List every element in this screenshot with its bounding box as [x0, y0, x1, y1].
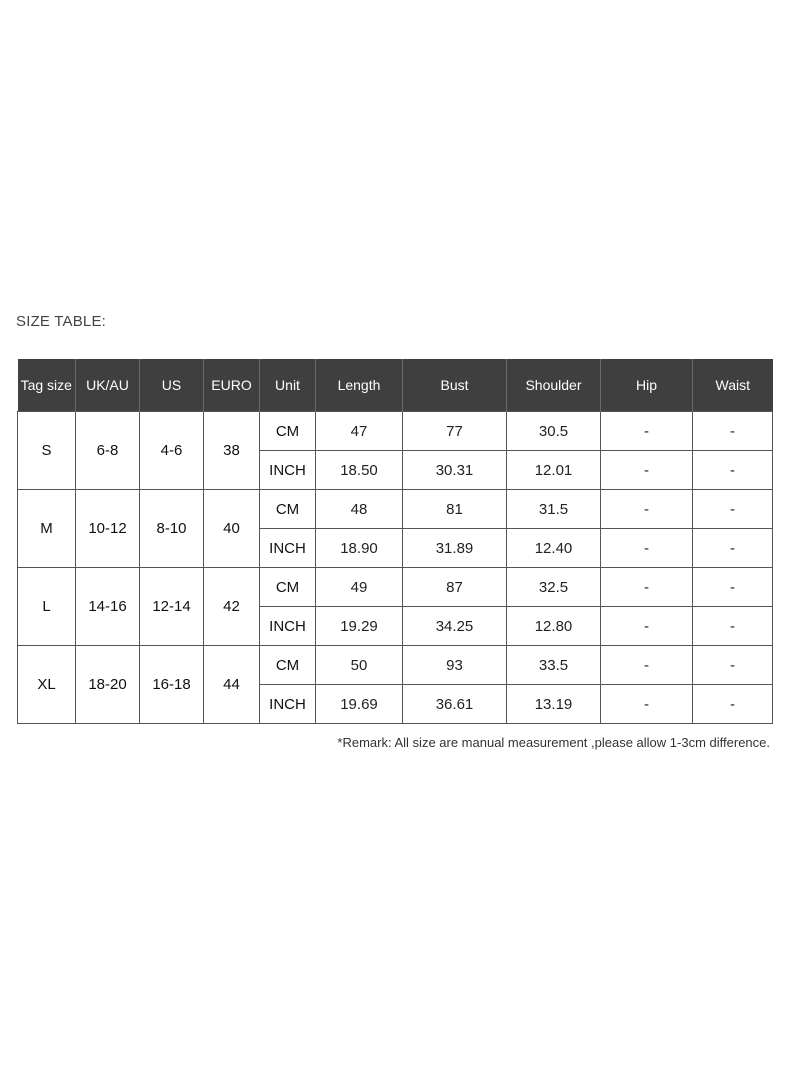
- header-tag-size: Tag size: [18, 359, 76, 412]
- length-cell: 19.29: [316, 607, 403, 646]
- uk-au-cell: 14-16: [76, 568, 140, 646]
- length-cell: 19.69: [316, 685, 403, 724]
- size-table: [17, 359, 773, 724]
- euro-cell: 40: [204, 490, 260, 568]
- waist-cell: -: [693, 451, 773, 490]
- euro-cell: 38: [204, 412, 260, 490]
- us-cell: 4-6: [140, 412, 204, 490]
- waist-cell: -: [693, 685, 773, 724]
- table-row: [18, 568, 773, 607]
- hip-cell: -: [601, 646, 693, 685]
- waist-cell: -: [693, 646, 773, 685]
- bust-cell: 34.25: [403, 607, 507, 646]
- length-cell: 18.90: [316, 529, 403, 568]
- unit-cell: INCH: [260, 685, 316, 724]
- remark-note: *Remark: All size are manual measurement ,please allow 1-3cm difference.: [337, 735, 770, 750]
- shoulder-cell: 33.5: [507, 646, 601, 685]
- waist-cell: -: [693, 412, 773, 451]
- hip-cell: -: [601, 529, 693, 568]
- uk-au-cell: 6-8: [76, 412, 140, 490]
- table-row: [18, 646, 773, 685]
- hip-cell: -: [601, 685, 693, 724]
- bust-cell: 77: [403, 412, 507, 451]
- table-row: [18, 490, 773, 529]
- header-uk-au: UK/AU: [76, 359, 140, 412]
- length-cell: 49: [316, 568, 403, 607]
- unit-cell: INCH: [260, 451, 316, 490]
- unit-cell: INCH: [260, 607, 316, 646]
- tag-size-cell: S: [18, 412, 76, 490]
- shoulder-cell: 12.80: [507, 607, 601, 646]
- length-cell: 48: [316, 490, 403, 529]
- shoulder-cell: 12.40: [507, 529, 601, 568]
- header-bust: Bust: [403, 359, 507, 412]
- uk-au-cell: 10-12: [76, 490, 140, 568]
- header-hip: Hip: [601, 359, 693, 412]
- table-body: [18, 412, 773, 724]
- euro-cell: 44: [204, 646, 260, 724]
- bust-cell: 81: [403, 490, 507, 529]
- header-unit: Unit: [260, 359, 316, 412]
- page-title: SIZE TABLE:: [16, 313, 107, 330]
- hip-cell: -: [601, 568, 693, 607]
- waist-cell: -: [693, 607, 773, 646]
- table-header-row: [18, 359, 773, 412]
- unit-cell: CM: [260, 412, 316, 451]
- shoulder-cell: 13.19: [507, 685, 601, 724]
- length-cell: 50: [316, 646, 403, 685]
- hip-cell: -: [601, 412, 693, 451]
- bust-cell: 31.89: [403, 529, 507, 568]
- unit-cell: CM: [260, 646, 316, 685]
- shoulder-cell: 32.5: [507, 568, 601, 607]
- shoulder-cell: 30.5: [507, 412, 601, 451]
- header-euro: EURO: [204, 359, 260, 412]
- hip-cell: -: [601, 607, 693, 646]
- header-us: US: [140, 359, 204, 412]
- uk-au-cell: 18-20: [76, 646, 140, 724]
- euro-cell: 42: [204, 568, 260, 646]
- waist-cell: -: [693, 490, 773, 529]
- hip-cell: -: [601, 451, 693, 490]
- shoulder-cell: 31.5: [507, 490, 601, 529]
- us-cell: 8-10: [140, 490, 204, 568]
- unit-cell: CM: [260, 490, 316, 529]
- header-length: Length: [316, 359, 403, 412]
- table-row: [18, 412, 773, 451]
- header-shoulder: Shoulder: [507, 359, 601, 412]
- shoulder-cell: 12.01: [507, 451, 601, 490]
- unit-cell: CM: [260, 568, 316, 607]
- bust-cell: 93: [403, 646, 507, 685]
- header-waist: Waist: [693, 359, 773, 412]
- length-cell: 18.50: [316, 451, 403, 490]
- us-cell: 12-14: [140, 568, 204, 646]
- tag-size-cell: M: [18, 490, 76, 568]
- tag-size-cell: L: [18, 568, 76, 646]
- waist-cell: -: [693, 568, 773, 607]
- bust-cell: 36.61: [403, 685, 507, 724]
- us-cell: 16-18: [140, 646, 204, 724]
- length-cell: 47: [316, 412, 403, 451]
- tag-size-cell: XL: [18, 646, 76, 724]
- hip-cell: -: [601, 490, 693, 529]
- bust-cell: 87: [403, 568, 507, 607]
- bust-cell: 30.31: [403, 451, 507, 490]
- waist-cell: -: [693, 529, 773, 568]
- unit-cell: INCH: [260, 529, 316, 568]
